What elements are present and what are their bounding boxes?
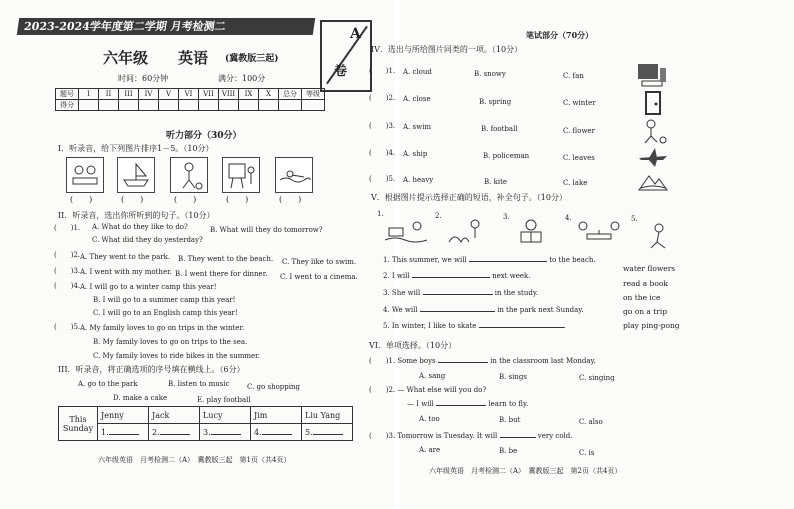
s2-q4-option-a: A. I will go to a winter camp this year! — [80, 283, 217, 291]
s2-q4-option-b: B. I will go to a summer camp this year! — [93, 296, 236, 304]
s6-q2-blank[interactable] — [436, 405, 486, 406]
score-header: VII — [199, 89, 219, 100]
s4-q2-number[interactable]: ( )2. — [369, 94, 396, 102]
s6-q3-option-a: A. are — [419, 446, 441, 454]
s4-q1-number[interactable]: ( )1. — [369, 67, 396, 75]
s5-blank-4[interactable] — [420, 311, 495, 312]
score-header: IV — [139, 89, 159, 100]
s5-sentence-5-post: . — [563, 322, 566, 330]
s6-q2-option-c: C. also — [579, 418, 603, 426]
sunday-schedule-table — [58, 406, 353, 441]
score-row-label: 得分 — [56, 100, 79, 111]
answer-blank-1[interactable] — [98, 424, 149, 441]
score-header: IX — [239, 89, 259, 100]
section1-title: I．听录音，给下列图片排序1－5。（10分） — [58, 144, 214, 153]
beach-trip-picture — [383, 218, 429, 246]
s6-q2-option-b: B. but — [499, 416, 521, 424]
name-jack: Jack — [149, 407, 200, 424]
score-cell[interactable] — [199, 100, 219, 111]
s4-q1-option-c: C. fan — [563, 72, 584, 80]
score-cell[interactable] — [99, 100, 119, 111]
s5-pic-num-5: 5. — [631, 215, 638, 223]
plane-icon — [637, 146, 669, 168]
s3-option-d: D. make a cake — [113, 394, 168, 402]
s5-sentence-2 — [383, 272, 530, 280]
s2-q1-option-c: C. What did they do yesterday? — [92, 236, 203, 244]
s2-q1-option-a: A. What do they like to do? — [92, 223, 188, 231]
this-sunday-label: This Sunday — [59, 407, 98, 441]
time-label: 时间：60分钟 — [118, 74, 169, 83]
s4-q5-option-c: C. lake — [563, 179, 588, 187]
door-icon — [643, 90, 663, 116]
s6-q3 — [369, 431, 572, 441]
s5-blank-2[interactable] — [412, 277, 490, 278]
score-cell[interactable] — [259, 100, 279, 111]
phrase-on-the-ice: on the ice — [623, 293, 661, 302]
blank-number: 4. — [254, 427, 262, 437]
name-jim: Jim — [251, 407, 302, 424]
s2-q5-option-c: C. My family loves to ride bikes in the summer. — [93, 352, 260, 360]
s5-pic-num-3: 3. — [503, 213, 510, 221]
s2-q2-option-b: B. They went to the beach. — [178, 255, 274, 263]
s4-q1-option-a: A. cloud — [403, 68, 432, 76]
s6-q1-blank[interactable] — [438, 362, 488, 363]
s4-q2-option-b: B. spring — [479, 98, 512, 106]
section6-title: VI．单项选择。（10分） — [369, 341, 457, 350]
s2-q2-option-a: A. They went to the park. — [80, 253, 171, 261]
score-cell[interactable] — [279, 100, 302, 111]
written-title: 笔试部分（70分） — [526, 30, 594, 40]
s3-option-b: B. listen to music — [168, 380, 230, 388]
section4-title: IV．选出与所给图片同类的一项。（10分） — [371, 45, 523, 54]
name-lucy: Lucy — [200, 407, 251, 424]
s6-q1-number[interactable]: ( )1. — [369, 357, 396, 365]
watering-flowers-picture — [445, 218, 491, 246]
name-liu-yang: Liu Yang — [302, 407, 353, 424]
s2-q5-number[interactable]: ( )5. — [54, 323, 81, 331]
volume-char: 卷 — [334, 64, 348, 79]
score-cell[interactable] — [179, 100, 199, 111]
s3-option-c: C. go shopping — [247, 383, 300, 391]
listening-picture-5 — [275, 157, 313, 193]
s4-q5-option-a: A. heavy — [403, 176, 434, 184]
listening-picture-1 — [66, 157, 104, 193]
edition-label: (冀教版三起) — [225, 54, 279, 64]
s5-blank-5[interactable] — [479, 327, 564, 328]
blank-number: 5. — [305, 427, 313, 437]
skating-picture — [645, 222, 675, 252]
answer-paren-2[interactable]: ( ) — [121, 195, 144, 204]
listening-picture-2 — [117, 157, 155, 193]
s4-q2-option-c: C. winter — [563, 99, 596, 107]
s3-option-a: A. go to the park — [78, 380, 138, 388]
s4-q4-option-a: A. ship — [403, 150, 428, 158]
s4-q5-option-b: B. kite — [484, 178, 508, 186]
score-header: X — [259, 89, 279, 100]
right-footer: 六年级英语 月考检测二（A） 冀教版三起 第2页（共4页） — [429, 467, 622, 475]
s6-q1-stem-end: in the classroom last Monday. — [490, 357, 596, 365]
s2-q3-number[interactable]: ( )3. — [54, 267, 81, 275]
s6-q1-option-c: C. singing — [579, 374, 615, 382]
reading-picture — [511, 218, 551, 248]
s5-sentence-5-pre: 5. In winter, I like to skate — [383, 322, 477, 330]
s6-q2-stem: — What else will you do? — [397, 386, 487, 394]
section3-title: III．听录音，将正确选项的序号填在横线上。（6分） — [58, 365, 245, 374]
s6-q2-reply-pre: — I will — [407, 400, 434, 408]
listening-picture-4 — [222, 157, 260, 193]
right-page — [369, 0, 794, 509]
s4-q3-option-c: C. flower — [563, 127, 595, 135]
answer-blank-2[interactable] — [149, 424, 200, 441]
full-score-label: 满分：100分 — [218, 74, 266, 83]
s2-q3-option-c: C. I went to a cinema. — [280, 273, 358, 281]
score-row-label: 题号 — [56, 89, 79, 100]
section2-title: II．听录音，选出你所听到的句子。（10分） — [58, 211, 215, 220]
s2-q2-number[interactable]: ( )2. — [54, 251, 81, 259]
s4-q3-option-a: A. swim — [403, 123, 431, 131]
s6-q2-number[interactable]: ( )2. — [369, 386, 396, 394]
s4-q3-number[interactable]: ( )3. — [369, 122, 396, 130]
exam-banner: 2023-2024学年度第二学期 月考检测二 — [17, 18, 315, 35]
s5-pic-num-4: 4. — [565, 214, 572, 222]
answer-blank-4[interactable] — [251, 424, 302, 441]
s5-pic-num-1: 1. — [377, 210, 384, 218]
answer-paren-5[interactable]: ( ) — [279, 195, 302, 204]
s5-blank-3[interactable] — [423, 294, 493, 295]
s6-q3-stem: Tomorrow is Tuesday. It will — [397, 432, 498, 440]
s4-q4-number[interactable]: ( )4. — [369, 149, 396, 157]
s5-sentence-3-post: in the study. — [494, 289, 539, 297]
s6-q3-stem-end: very cold. — [537, 432, 573, 440]
s4-q4-option-c: C. leaves — [563, 154, 595, 162]
s5-sentence-4 — [383, 306, 584, 314]
s6-q2-reply-post: learn to fly. — [488, 400, 529, 408]
blank-number: 1. — [101, 427, 109, 437]
left-page — [0, 0, 395, 509]
grade-title: 六年级 — [103, 49, 149, 67]
answer-paren-1[interactable]: ( ) — [70, 195, 93, 204]
s6-q2 — [369, 385, 486, 395]
score-header: I — [79, 89, 99, 100]
s6-q3-option-b: B. be — [499, 447, 518, 455]
s5-sentence-2-pre: 2. I will — [383, 272, 410, 280]
score-cell[interactable] — [159, 100, 179, 111]
s4-q2-option-a: A. close — [403, 95, 431, 103]
phrase-read-a-book: read a book — [623, 279, 668, 288]
s5-sentence-5 — [383, 322, 566, 330]
s2-q2-option-c: C. They like to swim. — [282, 258, 357, 266]
mountain-icon — [637, 170, 669, 192]
score-cell[interactable] — [219, 100, 239, 111]
s6-q3-number[interactable]: ( )3. — [369, 432, 396, 440]
s5-blank-1[interactable] — [469, 261, 547, 262]
name-jenny: Jenny — [98, 407, 149, 424]
score-cell[interactable] — [302, 100, 325, 111]
answer-blank-5[interactable] — [302, 424, 353, 441]
answer-paren-4[interactable]: ( ) — [226, 195, 249, 204]
s5-sentence-1-pre: 1. This summer, we will — [383, 256, 467, 264]
s5-pic-num-2: 2. — [435, 212, 442, 220]
score-header: 总分 — [279, 89, 302, 100]
s5-sentence-4-pre: 4. We will — [383, 306, 418, 314]
answer-paren-3[interactable]: ( ) — [174, 195, 197, 204]
score-header: 等级 — [302, 89, 325, 100]
score-header: VIII — [219, 89, 239, 100]
s6-q3-blank[interactable] — [500, 437, 536, 438]
subject-title: 英语 — [178, 49, 209, 67]
section5-title: V．根据图片提示选择正确的短语，补全句子。（10分） — [371, 193, 567, 202]
score-header: V — [159, 89, 179, 100]
s6-q1-option-a: A. sang — [419, 372, 446, 380]
s4-q1-option-b: B. snowy — [474, 70, 506, 78]
s2-q4-number[interactable]: ( )4. — [54, 282, 81, 290]
s5-sentence-1-post: to the beach. — [549, 256, 596, 264]
listening-title: 听力部分（30分） — [166, 131, 242, 141]
s2-q5-option-a: A. My family loves to go on trips in the winter. — [80, 324, 245, 332]
s2-q1-option-b: B. What will they do tomorrow? — [210, 226, 323, 234]
s5-sentence-3-pre: 3. She will — [383, 289, 421, 297]
score-cell[interactable] — [79, 100, 99, 111]
score-header: VI — [179, 89, 199, 100]
score-cell[interactable] — [139, 100, 159, 111]
s2-q4-option-c: C. I will go to an English camp this year! — [93, 309, 238, 317]
blank-number: 2. — [152, 427, 160, 437]
s6-q1-stem: Some boys — [397, 357, 436, 365]
s5-sentence-3 — [383, 289, 538, 297]
score-table — [55, 88, 325, 111]
phrase-water-flowers: water flowers — [623, 264, 676, 273]
s4-q4-option-b: B. policeman — [483, 152, 530, 160]
left-footer: 六年级英语 月考检测二（A） 冀教版三起 第1页（共4页） — [98, 456, 291, 464]
s6-q3-option-c: C. is — [579, 449, 595, 457]
s2-q3-option-b: B. I went there for dinner. — [175, 270, 268, 278]
blank-number: 3. — [203, 427, 211, 437]
answer-blank-3[interactable] — [200, 424, 251, 441]
score-header: II — [99, 89, 119, 100]
s6-q2-option-a: A. too — [419, 415, 440, 423]
score-cell[interactable] — [119, 100, 139, 111]
s2-q1-number[interactable]: ( )1. — [54, 224, 81, 232]
phrase-go-on-a-trip: go on a trip — [623, 307, 668, 316]
phrase-play-ping-pong: play ping-pong — [623, 321, 680, 330]
s5-sentence-1 — [383, 256, 596, 264]
s6-q2-reply — [407, 400, 528, 408]
ping-pong-picture — [575, 218, 623, 248]
volume-badge — [320, 20, 372, 92]
s4-q3-option-b: B. football — [481, 125, 518, 133]
listening-picture-3 — [170, 157, 208, 193]
s5-sentence-4-post: in the park next Sunday. — [497, 306, 584, 314]
s6-q1 — [369, 356, 596, 366]
s2-q3-option-a: A. I went with my mother. — [80, 268, 172, 276]
volume-letter: A — [350, 26, 361, 42]
player-icon — [639, 118, 669, 144]
score-header: III — [119, 89, 139, 100]
s4-q5-number[interactable]: ( )5. — [369, 175, 396, 183]
s2-q5-option-b: B. My family loves to go on trips to the sea. — [93, 338, 248, 346]
s5-sentence-2-post: next week. — [492, 272, 531, 280]
score-cell[interactable] — [239, 100, 259, 111]
s3-option-e: E. play football — [197, 396, 251, 404]
computer-icon — [636, 62, 668, 88]
s6-q1-option-b: B. sings — [499, 373, 528, 381]
